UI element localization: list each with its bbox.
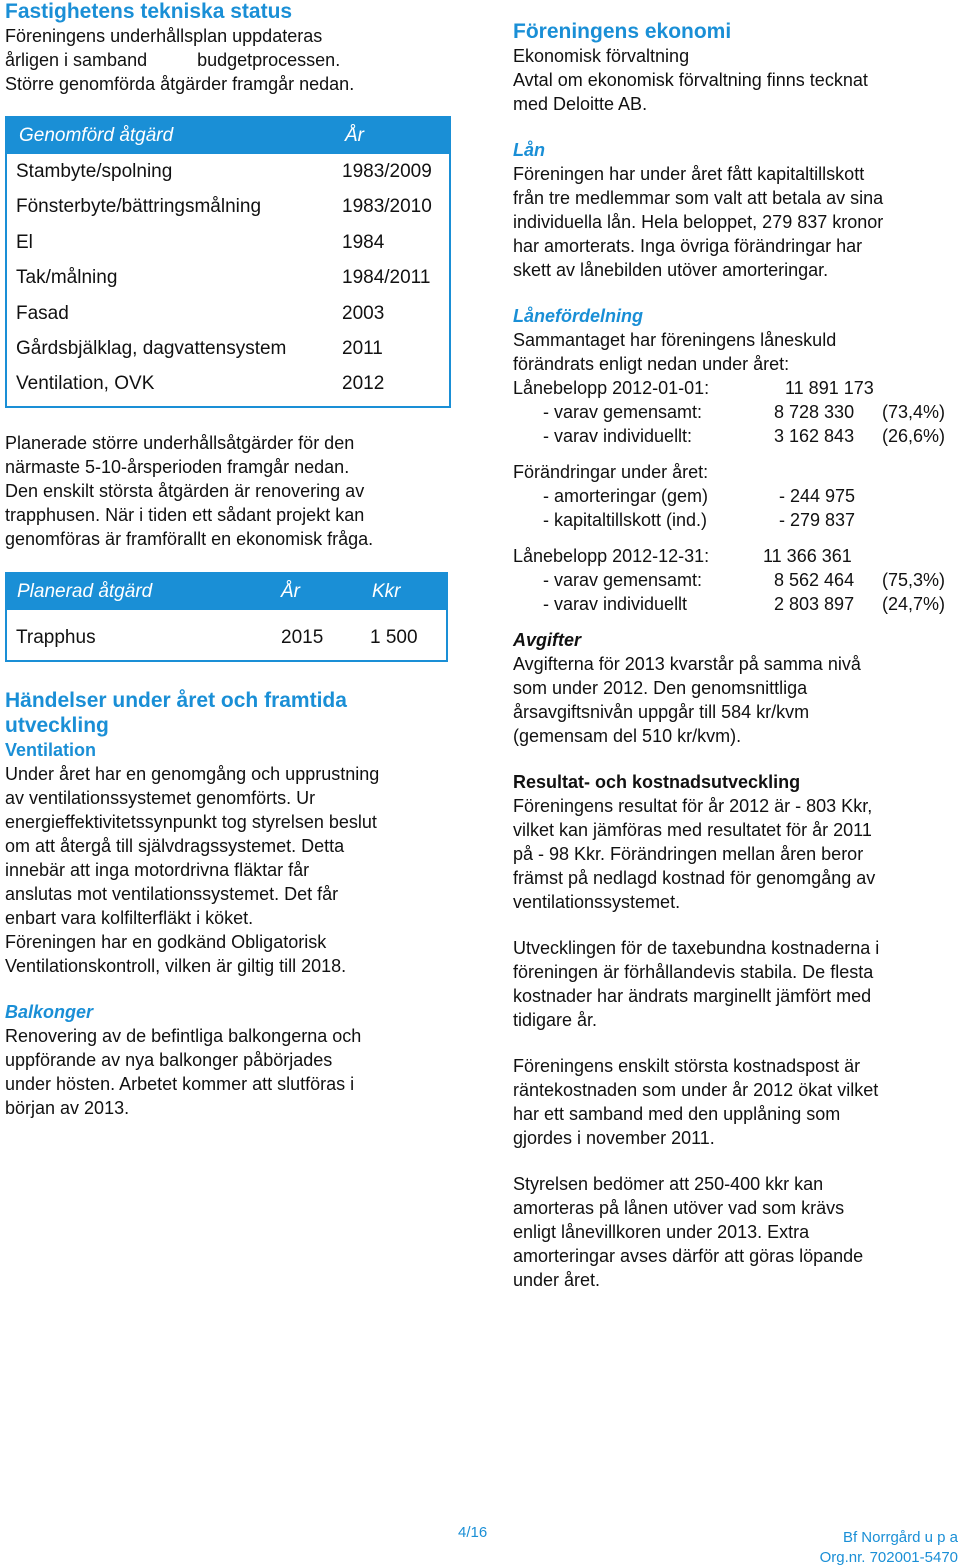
balkonger-heading: Balkonger (5, 1002, 94, 1022)
result-heading: Resultat- och kostnadsutveckling (513, 772, 801, 792)
cost-trend-text: Utvecklingen för de taxebundna kostnaderna i föreningen är förhållandevis stabila. De flesta kostnader har ändrats marginellt jämfört med tidigare år. (513, 938, 880, 1030)
result-text: Föreningens resultat för år 2012 är - 803 Kkr, vilket kan jämföras med resultatet för år 2011 på - 98 Kkr. Förändringen mellan åren beror främst på nedlagd kostnad för genomgång av ventilationssystemet. (513, 796, 876, 912)
status-title: Fastighetens tekniska status (5, 0, 293, 23)
ventilation-text: Under året har en genomgång och upprustning av ventilationssystemet genomförts. Ur energieffektivitetssynpunkt tog styrelsen beslut om att återgå till självdragssystemet. Detta innebär att inga motordrivna fläktar får anslutas mot ventilationssystemet. Det får enbart vara kolfilterfläkt i köket. Föreningen har en godkänd Obligatorisk Ventilationskontroll, vilken är giltig till 2018. (5, 764, 380, 976)
events-title: Händelser under året och framtida utveckling (5, 689, 347, 737)
amortization-text: Styrelsen bedömer att 250-400 kkr kan amorteras på lånen utöver vad som krävs enligt lånevillkoren under 2013. Extra amorteringar avses därför att göras löpande under året. (513, 1174, 864, 1290)
loan-heading: Lån (513, 140, 546, 160)
table-header: Planerad åtgärd År Kkr (7, 574, 446, 610)
loan-text: Föreningen har under året fått kapitaltillskott från tre medlemmar som valt att betala av sina individuella lån. Hela beloppet, 279 837 kronor har amorterats. Inga övriga förändringar har skett av lånebilden utöver amorteringar. (513, 164, 884, 280)
planned-measures-table: Planerad åtgärd År Kkr Trapphus 2015 1 500 (5, 572, 448, 662)
ventilation-heading: Ventilation (5, 740, 97, 760)
fees-heading: Avgifter (513, 630, 582, 650)
loan-start-block: Lånebelopp 2012-01-01: 11 891 173 - varav gemensamt: 8 728 330 (73,4%) - varav individuellt: 3 162 843 (26,6%) (513, 378, 946, 446)
events-section (5, 688, 450, 1120)
balkonger-text: Renovering av de befintliga balkongerna och uppförande av nya balkonger påbörjades under hösten. Arbetet kommer att slutföras i början av 2013. (5, 1026, 362, 1118)
table-header: Genomförd åtgärd År (7, 118, 449, 154)
right-column (513, 20, 960, 1292)
changes-block: Förändringar under året: - amorteringar (gem) - 244 975 - kapitaltillskott (ind.) - 279 837 (513, 462, 856, 530)
interest-cost-text: Föreningens enskilt största kostnadspost är räntekostnaden som under år 2012 ökat vilket har ett samband med den upplåning som gjordes i november 2011. (513, 1056, 879, 1148)
loan-distribution-heading: Lånefördelning (513, 306, 643, 326)
economy-management: Ekonomisk förvaltning Avtal om ekonomisk förvaltning finns tecknat med Deloitte AB. (513, 46, 868, 114)
loan-distribution-text: Sammantaget har föreningens låneskuld förändrats enligt nedan under året: (513, 330, 837, 374)
fees-text: Avgifterna för 2013 kvarstår på samma nivå som under 2012. Den genomsnittliga årsavgiftsnivån uppgår till 584 kr/kvm (gemensam del 510 kr/kvm). (513, 654, 861, 746)
footer-org: Bf Norrgård u p a Org.nr. 702001-5470 (819, 1529, 958, 1566)
planned-measures-text: Planerade större underhållsåtgärder för den närmaste 5-10-årsperioden framgår nedan. Den enskilt största åtgärden är renovering av trapphusen. När i tiden ett sådant projekt kan genomföras är framförallt en ekonomisk fråga. (5, 433, 374, 549)
completed-measures-table: Genomförd åtgärd År Stambyte/spolning 1983/2009 Fönsterbyte/bättringsmålning 1983/2010 El 1984 Tak/målning 1984/2011 Fasad 2003 Gårdsbjälklag, dagvattensystem 2011 Ventilation, OVK 2012 (5, 116, 451, 408)
economy-title: Föreningens ekonomi (513, 20, 732, 43)
page-number: 4/16 (458, 1524, 488, 1541)
loan-end-block: Lånebelopp 2012-12-31: 11 366 361 - varav gemensamt: 8 562 464 (75,3%) - varav individuellt 2 803 897 (24,7%) (513, 546, 946, 614)
status-intro: Föreningens underhållsplan uppdateras årligen i samband budgetprocessen. Större genomförda åtgärder framgår nedan. (5, 26, 355, 94)
